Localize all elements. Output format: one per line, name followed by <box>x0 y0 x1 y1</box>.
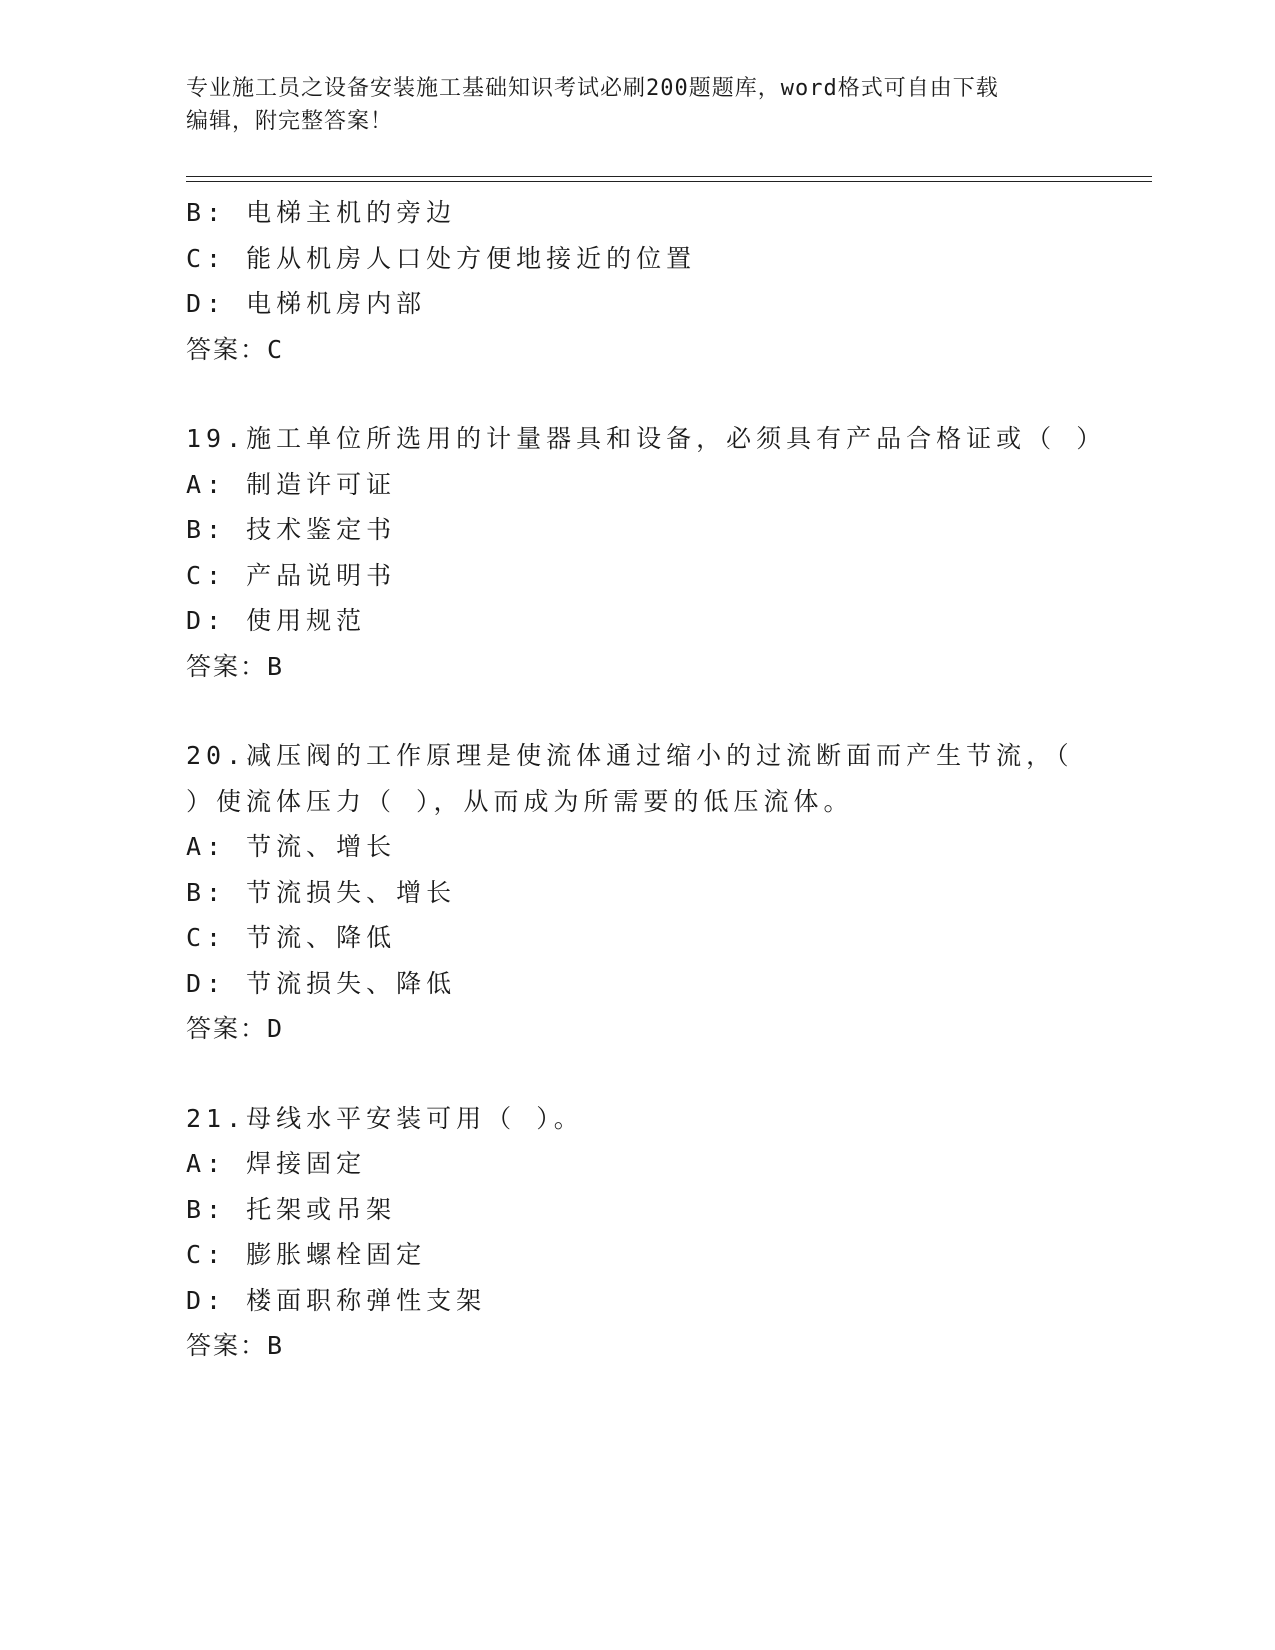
header-divider-top <box>186 176 1152 177</box>
option-b: B: 电梯主机的旁边 <box>186 198 457 227</box>
option-c: C: 能从机房人口处方便地接近的位置 <box>186 243 697 273</box>
spacer <box>186 689 1146 733</box>
answer-line: 答案：B <box>186 1331 285 1360</box>
answer-line: 答案：D <box>186 1014 285 1043</box>
option-d: D: 使用规范 <box>186 606 367 635</box>
spacer <box>186 1052 1146 1096</box>
header-divider-bottom <box>186 181 1152 182</box>
question-block <box>186 1096 1146 1369</box>
answer-line: 答案：B <box>186 651 285 681</box>
option-d: D: 楼面职称弹性支架 <box>186 1285 487 1315</box>
question-text-line-1: 20.减压阀的工作原理是使流体通过缩小的过流断面而产生节流，（ <box>186 741 1074 770</box>
question-block <box>186 190 1146 372</box>
document-header <box>186 72 1066 138</box>
option-b: B: 节流损失、增长 <box>186 877 457 907</box>
question-list <box>186 190 1146 1369</box>
spacer <box>186 372 1146 416</box>
answer-line: 答案：C <box>186 334 285 364</box>
question-text: 21.母线水平安装可用（ ）。 <box>186 1103 584 1133</box>
option-b: B: 技术鉴定书 <box>186 515 397 544</box>
header-line-1: 专业施工员之设备安装施工基础知识考试必刷200题题库，word格式可自由下载 <box>186 76 999 101</box>
option-c: C: 节流、降低 <box>186 923 397 952</box>
option-b: B: 托架或吊架 <box>186 1194 397 1224</box>
question-text: 19.施工单位所选用的计量器具和设备，必须具有产品合格证或（ ） <box>186 424 1107 453</box>
header-line-2: 编辑，附完整答案！ <box>186 109 394 134</box>
option-d: D: 节流损失、降低 <box>186 968 457 998</box>
option-c: C: 膨胀螺栓固定 <box>186 1240 427 1269</box>
question-block <box>186 416 1146 689</box>
option-d: D: 电梯机房内部 <box>186 289 427 318</box>
option-a: A: 焊接固定 <box>186 1149 367 1178</box>
question-text-line-2: ）使流体压力（ ），从而成为所需要的低压流体。 <box>186 786 854 816</box>
question-block <box>186 733 1146 1052</box>
option-c: C: 产品说明书 <box>186 560 397 590</box>
option-a: A: 节流、增长 <box>186 832 397 861</box>
option-a: A: 制造许可证 <box>186 469 397 499</box>
